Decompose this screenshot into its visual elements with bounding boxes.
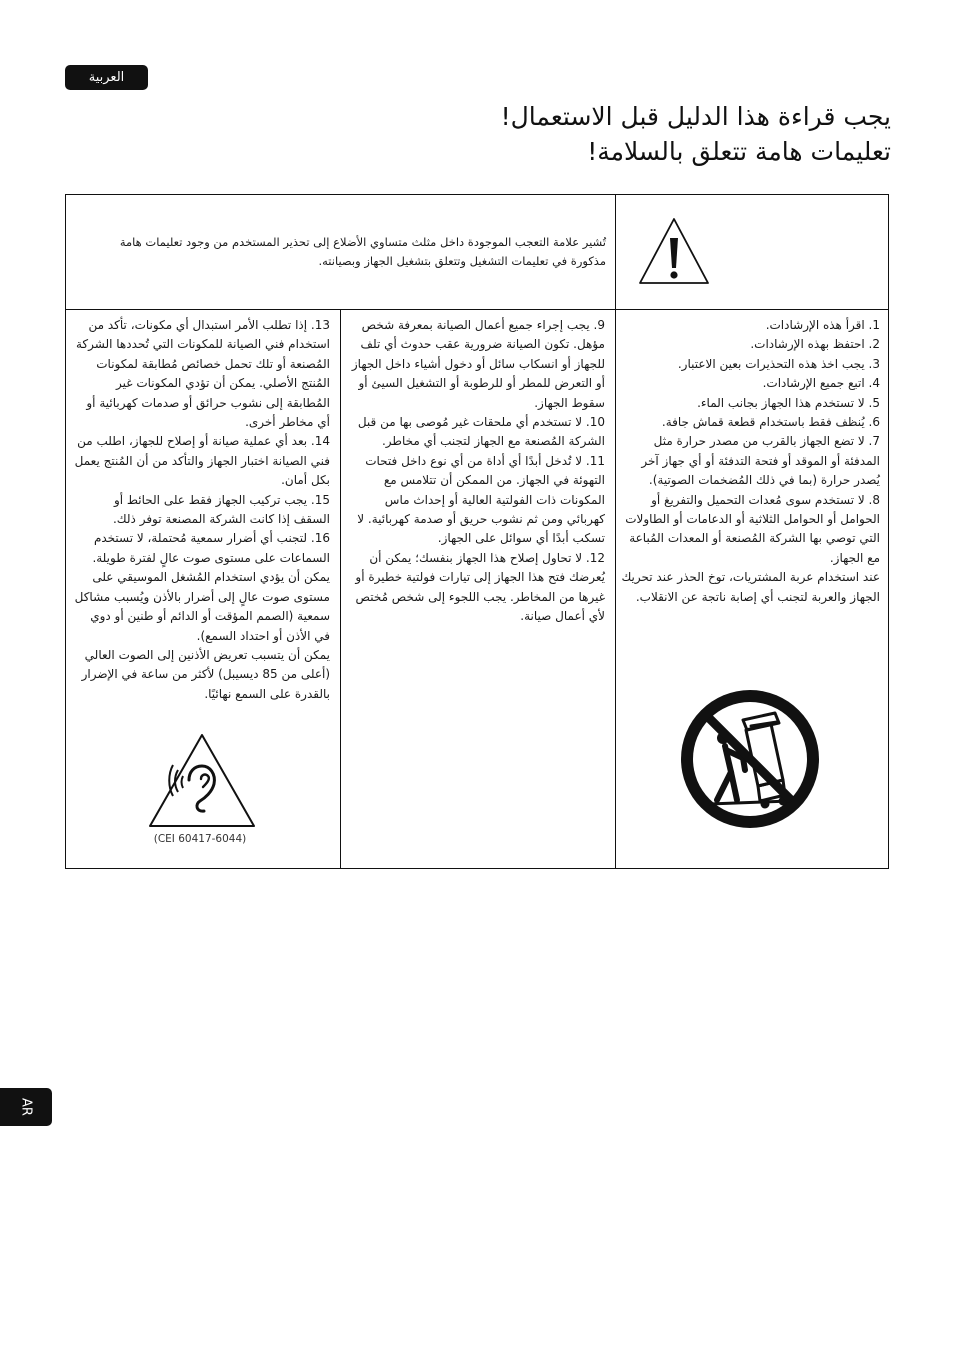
page-title: يجب قراءة هذا الدليل قبل الاستعمال! xyxy=(500,102,891,131)
list-item: 14. بعد أي عملية صيانة أو إصلاح للجهاز، اطلب من فني الصيانة اختبار الجهاز والتأكد من أن المُنتج يعمل بكل أمان. xyxy=(74,434,330,488)
list-item: 13. إذا تطلب الأمر استبدال أي مكونات، تأكد من استخدام فني الصيانة للمكونات التي تُحددها الشركة المُصنعة أو تلك تحمل خصائص مُطابقة لمكونات المُنتج الأصلي. يمكن أن تؤدي المكونات غير المُطابقة إلى نشوب حرائق أو صدمات كهربائية أو أي مخاطر أخرى. xyxy=(76,318,330,430)
page-subtitle: تعليمات هامة تتعلق بالسلامة! xyxy=(587,137,891,166)
divider xyxy=(615,195,616,868)
list-item: 7. لا تضع الجهاز بالقرب من مصدر حرارة مثل المدفئة أو الموقد أو فتحة التدفئة أو أي جهاز آخر يُصدر حرارة (بما في ذلك المُضخمات الصوتية). xyxy=(641,434,880,488)
list-item: يمكن أن يتسبب تعريض الأذنين إلى الصوت العالي (أعلى من 85 ديسيبل) لأكثر من ساعة في الإضرار بالقدرة على السمع نهائيًا. xyxy=(81,647,330,701)
hearing-icon-caption: (CEI 60417-6044) xyxy=(153,833,247,845)
list-item: عند استخدام عربة المشتريات، توخ الحذر عند تحريك الجهاز والعربة لتجنب أي إصابة ناتجة عن الانقلاب. xyxy=(621,570,880,604)
list-item: 12. لا تحاول إصلاح هذا الجهاز بنفسك؛ يمكن أن يُعرضك فتح هذا الجهاز إلى تيارات فولتية خطيرة أو غيرها من المخاطر. يجب اللجوء إلى شخص مُختص لأي أعمال صيانة. xyxy=(355,550,605,624)
list-item: 1. اقرأ هذه الإرشادات. xyxy=(765,318,880,332)
list-item: 3. يجب اخذ هذه التحذيرات بعين الاعتبار. xyxy=(677,356,880,371)
hearing-warning-icon xyxy=(146,732,258,830)
list-item: 9. يجب إجراء جميع أعمال الصيانة بمعرفة شخص مؤهل. تكون الصيانة ضرورية عقب حدوث أي تلف للجهاز أو انسكاب سائل أو دخول أشياء داخل الجهاز أو التعرض للمطر أو للرطوبة أو التشغيل السيئ أو سقوط الجهاز. xyxy=(351,318,605,410)
warning-text: تُشير علامة التعجب الموجودة داخل مثلث متساوي الأضلاع إلى تحذير المستخدم من وجود تعليمات هامة مذكورة في تعليمات التشغيل وتتعلق بتشغيل الجهاز وبصيانته. xyxy=(119,235,606,268)
list-item: 15. يجب تركيب الجهاز فقط على الحائط أو السقف إذا كانت الشركة المصنعة توفر ذلك. xyxy=(112,492,330,527)
divider xyxy=(340,309,341,868)
list-item: 2. احتفظ بهذه الإرشادات. xyxy=(750,337,880,352)
divider xyxy=(66,309,888,310)
list-item: 10. لا تستخدم أي ملحقات غير مُوصى بها من قبل الشركة المُصنعة مع الجهاز لتجنب أي مخاطر. xyxy=(357,415,605,449)
list-item: 5. لا تستخدم هذا الجهاز بجانب الماء. xyxy=(697,395,880,410)
column-right xyxy=(618,316,880,607)
list-item: 4. اتبع جميع الإرشادات. xyxy=(762,376,880,391)
language-side-tab xyxy=(0,1088,52,1126)
list-item: 11. لا تُدخل أبدًا أي أداة من أي نوع داخل فتحات التهوئة في الجهاز. من الممكن أن تتلامس مع المكونات ذات الفولتية العالية أو إحداث ماس كهربائي ومن ثم نشوب حريق أو صدمة كهربائية. لا تسكب أبدًا أي سوائل على الجهاز. xyxy=(357,453,605,546)
language-badge: العربية xyxy=(65,65,148,90)
list-item: 8. لا تستخدم سوى مُعدات التحميل والتفريغ أو الحوامل أو الحوامل الثلاثية أو الدعامات أو الطاولات التي توصي بها الشركة المُصنعة أو المعدات المُباعة مع الجهاز. xyxy=(625,492,880,565)
list-item: 6. يُنظف فقط باستخدام قطعة قماش جافة. xyxy=(661,415,880,430)
side-tab-label: AR xyxy=(18,1098,34,1116)
column-middle xyxy=(345,316,605,627)
exclamation-triangle-icon xyxy=(637,215,711,287)
cart-tip-over-warning-icon xyxy=(679,688,821,830)
column-left xyxy=(74,316,330,704)
list-item: 16. لتجنب أي أضرار سمعية مُحتملة، لا تستخدم السماعات على مستوى صوت عالٍ لفترة طويلة. يمكن أن يؤدي استخدام المُشغل الموسيقي على مستوى صوت عالٍ إلى أضرار بالأذن ويُسبب مشاكل سمعية (الصمم المؤقت أو الدائم أو طنين أو دوي في الأذن أو احتداد السمع). xyxy=(74,531,330,643)
